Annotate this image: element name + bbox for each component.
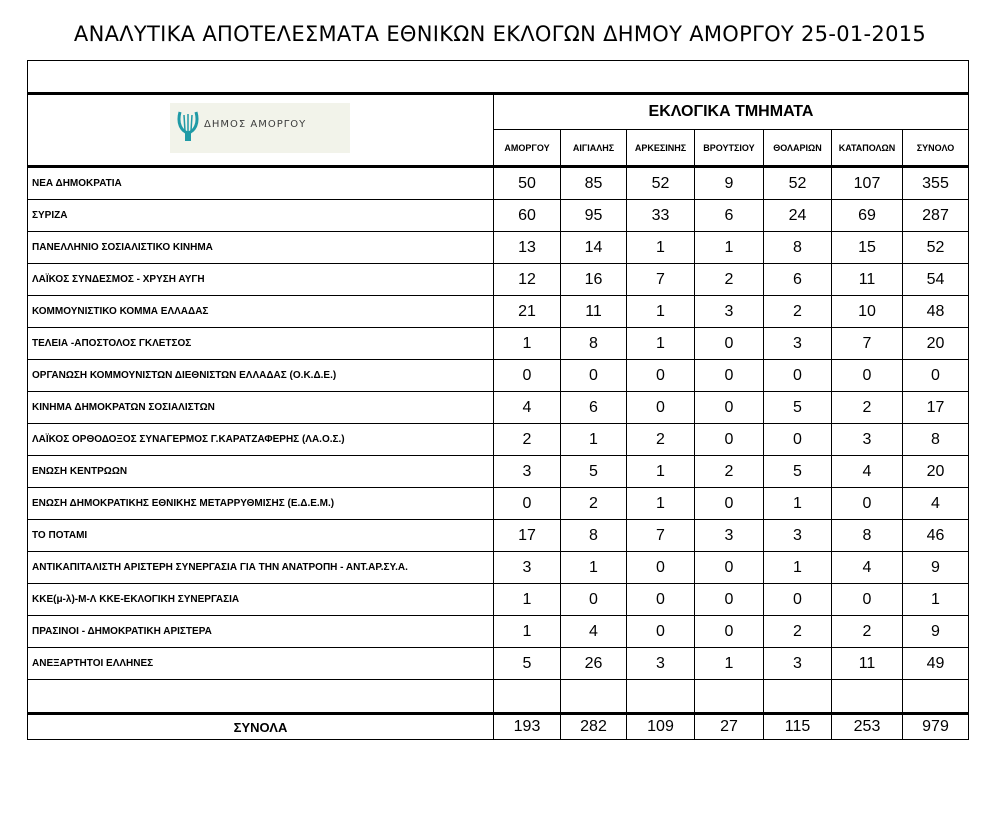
vote-count-cell: 1 [764, 488, 832, 520]
party-name: ΚΟΜΜΟΥΝΙΣΤΙΚΟ ΚΟΜΜΑ ΕΛΛΑΔΑΣ [28, 296, 494, 328]
total-cell: 979 [903, 714, 969, 740]
results-table [27, 60, 969, 740]
spacer-row [28, 680, 969, 714]
page-title: ΑΝΑΛΥΤΙΚΑ ΑΠΟΤΕΛΕΣΜΑΤΑ ΕΘΝΙΚΩΝ ΕΚΛΟΓΩΝ ΔΗΜΟΥ ΑΜΟΡΓΟΥ 25-01-2015 [73, 22, 927, 46]
vote-count-cell: 1 [494, 584, 561, 616]
total-cell: 115 [764, 714, 832, 740]
party-name: ΣΥΡΙΖΑ [28, 200, 494, 232]
vote-count-cell: 0 [695, 328, 764, 360]
vote-count-cell: 0 [764, 424, 832, 456]
vote-count-cell: 1 [627, 456, 695, 488]
column-header: ΚΑΤΑΠΟΛΩΝ [832, 130, 903, 167]
party-name: ΚΙΝΗΜΑ ΔΗΜΟΚΡΑΤΩΝ ΣΟΣΙΑΛΙΣΤΩΝ [28, 392, 494, 424]
party-total-cell: 46 [903, 520, 969, 552]
vote-count-cell: 0 [561, 360, 627, 392]
vote-count-cell: 2 [764, 296, 832, 328]
party-total-cell: 1 [903, 584, 969, 616]
party-name: ΛΑΪΚΟΣ ΣΥΝΔΕΣΜΟΣ - ΧΡΥΣΗ ΑΥΓΗ [28, 264, 494, 296]
vote-count-cell: 0 [494, 360, 561, 392]
column-header: ΑΡΚΕΣΙΝΗΣ [627, 130, 695, 167]
vote-count-cell: 4 [832, 552, 903, 584]
vote-count-cell: 7 [832, 328, 903, 360]
party-total-cell: 20 [903, 328, 969, 360]
table-row [28, 296, 969, 328]
party-name: ΕΝΩΣΗ ΔΗΜΟΚΡΑΤΙΚΗΣ ΕΘΝΙΚΗΣ ΜΕΤΑΡΡΥΘΜΙΣΗΣ (Ε.Δ.Ε.Μ.) [28, 488, 494, 520]
vote-count-cell: 0 [695, 584, 764, 616]
sections-header-row [28, 94, 969, 130]
party-total-cell: 287 [903, 200, 969, 232]
table-row [28, 328, 969, 360]
vote-count-cell: 1 [494, 328, 561, 360]
vote-count-cell: 2 [627, 424, 695, 456]
vote-count-cell: 12 [494, 264, 561, 296]
vote-count-cell: 0 [832, 488, 903, 520]
table-row [28, 616, 969, 648]
column-header: ΒΡΟΥΤΣΙΟΥ [695, 130, 764, 167]
vote-count-cell: 3 [627, 648, 695, 680]
vote-count-cell: 0 [561, 584, 627, 616]
party-total-cell: 52 [903, 232, 969, 264]
vote-count-cell: 17 [494, 520, 561, 552]
table-row [28, 456, 969, 488]
vote-count-cell: 85 [561, 167, 627, 200]
party-name: ΤΕΛΕΙΑ -ΑΠΟΣΤΟΛΟΣ ΓΚΛΕΤΣΟΣ [28, 328, 494, 360]
municipality-logo [170, 103, 350, 153]
vote-count-cell: 26 [561, 648, 627, 680]
table-row [28, 648, 969, 680]
vote-count-cell: 0 [695, 488, 764, 520]
column-header: ΑΙΓΙΑΛΗΣ [561, 130, 627, 167]
vote-count-cell: 1 [561, 424, 627, 456]
total-cell: 193 [494, 714, 561, 740]
vote-count-cell: 6 [561, 392, 627, 424]
logo-cell [28, 94, 494, 167]
vote-count-cell: 1 [627, 488, 695, 520]
vote-count-cell: 8 [561, 520, 627, 552]
vote-count-cell: 9 [695, 167, 764, 200]
vote-count-cell: 0 [627, 392, 695, 424]
total-cell: 282 [561, 714, 627, 740]
vote-count-cell: 3 [494, 456, 561, 488]
vote-count-cell: 5 [494, 648, 561, 680]
vote-count-cell: 2 [561, 488, 627, 520]
vote-count-cell: 3 [494, 552, 561, 584]
vote-count-cell: 0 [627, 360, 695, 392]
logo-text: ΔΗΜΟΣ ΑΜΟΡΓΟΥ [204, 119, 307, 130]
vote-count-cell: 0 [832, 584, 903, 616]
vote-count-cell: 0 [695, 552, 764, 584]
vote-count-cell: 1 [627, 296, 695, 328]
vote-count-cell: 7 [627, 264, 695, 296]
party-name: ΟΡΓΑΝΩΣΗ ΚΟΜΜΟΥΝΙΣΤΩΝ ΔΙΕΘΝΙΣΤΩΝ ΕΛΛΑΔΑΣ (Ο.Κ.Δ.Ε.) [28, 360, 494, 392]
vote-count-cell: 0 [627, 616, 695, 648]
vote-count-cell: 1 [627, 232, 695, 264]
vote-count-cell: 52 [627, 167, 695, 200]
vote-count-cell: 24 [764, 200, 832, 232]
vote-count-cell: 8 [764, 232, 832, 264]
blank-top-row [28, 61, 969, 94]
vote-count-cell: 60 [494, 200, 561, 232]
vote-count-cell: 1 [627, 328, 695, 360]
vote-count-cell: 4 [494, 392, 561, 424]
vote-count-cell: 3 [695, 296, 764, 328]
party-name: ΑΝΤΙΚΑΠΙΤΑΛΙΣΤΗ ΑΡΙΣΤΕΡΗ ΣΥΝΕΡΓΑΣΙΑ ΓΙΑ ΤΗΝ ΑΝΑΤΡΟΠΗ - ΑΝΤ.ΑΡ.ΣΥ.Α. [28, 552, 494, 584]
party-name: ΤΟ ΠΟΤΑΜΙ [28, 520, 494, 552]
column-header: ΑΜΟΡΓΟΥ [494, 130, 561, 167]
party-total-cell: 8 [903, 424, 969, 456]
vote-count-cell: 2 [832, 392, 903, 424]
table-row [28, 584, 969, 616]
column-header: ΣΥΝΟΛΟ [903, 130, 969, 167]
vote-count-cell: 21 [494, 296, 561, 328]
party-total-cell: 355 [903, 167, 969, 200]
party-name: ΑΝΕΞΑΡΤΗΤΟΙ ΕΛΛΗΝΕΣ [28, 648, 494, 680]
vote-count-cell: 0 [627, 584, 695, 616]
vote-count-cell: 0 [695, 392, 764, 424]
party-name: ΠΡΑΣΙΝΟΙ - ΔΗΜΟΚΡΑΤΙΚΗ ΑΡΙΣΤΕΡΑ [28, 616, 494, 648]
vote-count-cell: 14 [561, 232, 627, 264]
vote-count-cell: 4 [832, 456, 903, 488]
party-total-cell: 0 [903, 360, 969, 392]
table-row [28, 488, 969, 520]
vote-count-cell: 5 [561, 456, 627, 488]
totals-row [28, 714, 969, 740]
vote-count-cell: 3 [832, 424, 903, 456]
vote-count-cell: 2 [695, 456, 764, 488]
lyre-logo-icon [176, 109, 200, 145]
vote-count-cell: 3 [764, 328, 832, 360]
vote-count-cell: 1 [695, 232, 764, 264]
vote-count-cell: 2 [832, 616, 903, 648]
table-row [28, 200, 969, 232]
vote-count-cell: 52 [764, 167, 832, 200]
party-name: ΝΕΑ ΔΗΜΟΚΡΑΤΙΑ [28, 167, 494, 200]
party-total-cell: 49 [903, 648, 969, 680]
vote-count-cell: 15 [832, 232, 903, 264]
total-cell: 109 [627, 714, 695, 740]
vote-count-cell: 0 [627, 552, 695, 584]
party-name: ΚΚΕ(μ-λ)-Μ-Λ ΚΚΕ-ΕΚΛΟΓΙΚΗ ΣΥΝΕΡΓΑΣΙΑ [28, 584, 494, 616]
vote-count-cell: 3 [764, 648, 832, 680]
total-cell: 253 [832, 714, 903, 740]
vote-count-cell: 50 [494, 167, 561, 200]
vote-count-cell: 5 [764, 392, 832, 424]
vote-count-cell: 10 [832, 296, 903, 328]
party-name: ΕΝΩΣΗ ΚΕΝΤΡΩΩΝ [28, 456, 494, 488]
vote-count-cell: 8 [832, 520, 903, 552]
vote-count-cell: 0 [764, 584, 832, 616]
vote-count-cell: 6 [764, 264, 832, 296]
vote-count-cell: 3 [695, 520, 764, 552]
party-total-cell: 48 [903, 296, 969, 328]
vote-count-cell: 13 [494, 232, 561, 264]
table-row [28, 520, 969, 552]
vote-count-cell: 33 [627, 200, 695, 232]
vote-count-cell: 1 [695, 648, 764, 680]
vote-count-cell: 107 [832, 167, 903, 200]
total-cell: 27 [695, 714, 764, 740]
vote-count-cell: 16 [561, 264, 627, 296]
party-total-cell: 4 [903, 488, 969, 520]
vote-count-cell: 11 [832, 648, 903, 680]
table-row [28, 552, 969, 584]
table-row [28, 232, 969, 264]
vote-count-cell: 0 [494, 488, 561, 520]
party-total-cell: 17 [903, 392, 969, 424]
vote-count-cell: 5 [764, 456, 832, 488]
party-total-cell: 9 [903, 616, 969, 648]
party-total-cell: 20 [903, 456, 969, 488]
vote-count-cell: 0 [695, 424, 764, 456]
vote-count-cell: 11 [832, 264, 903, 296]
vote-count-cell: 4 [561, 616, 627, 648]
party-name: ΠΑΝΕΛΛΗΝΙΟ ΣΟΣΙΑΛΙΣΤΙΚΟ ΚΙΝΗΜΑ [28, 232, 494, 264]
party-total-cell: 9 [903, 552, 969, 584]
vote-count-cell: 0 [695, 360, 764, 392]
totals-label: ΣΥΝΟΛΑ [28, 714, 494, 740]
table-row [28, 424, 969, 456]
vote-count-cell: 7 [627, 520, 695, 552]
vote-count-cell: 1 [494, 616, 561, 648]
vote-count-cell: 95 [561, 200, 627, 232]
column-header: ΘΟΛΑΡΙΩΝ [764, 130, 832, 167]
table-row [28, 392, 969, 424]
vote-count-cell: 2 [494, 424, 561, 456]
vote-count-cell: 8 [561, 328, 627, 360]
table-row [28, 167, 969, 200]
vote-count-cell: 1 [764, 552, 832, 584]
vote-count-cell: 3 [764, 520, 832, 552]
vote-count-cell: 1 [561, 552, 627, 584]
vote-count-cell: 0 [695, 616, 764, 648]
vote-count-cell: 0 [764, 360, 832, 392]
table-row [28, 360, 969, 392]
vote-count-cell: 0 [832, 360, 903, 392]
vote-count-cell: 69 [832, 200, 903, 232]
party-name: ΛΑΪΚΟΣ ΟΡΘΟΔΟΞΟΣ ΣΥΝΑΓΕΡΜΟΣ Γ.ΚΑΡΑΤΖΑΦΕΡΗΣ (ΛΑ.Ο.Σ.) [28, 424, 494, 456]
vote-count-cell: 6 [695, 200, 764, 232]
vote-count-cell: 2 [695, 264, 764, 296]
vote-count-cell: 2 [764, 616, 832, 648]
vote-count-cell: 11 [561, 296, 627, 328]
table-row [28, 264, 969, 296]
party-total-cell: 54 [903, 264, 969, 296]
sections-title: ΕΚΛΟΓΙΚΑ ΤΜΗΜΑΤΑ [494, 94, 969, 130]
